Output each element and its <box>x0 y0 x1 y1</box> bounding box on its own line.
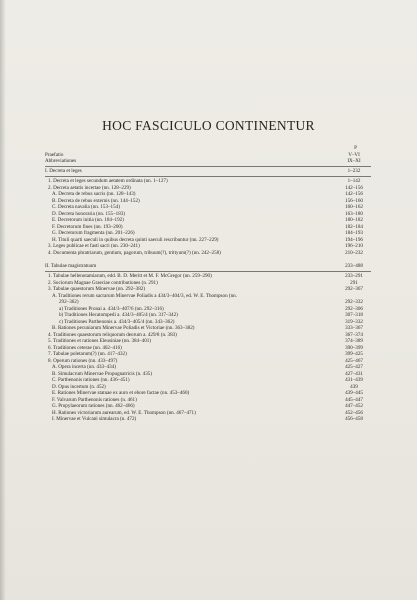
toc-entry-label: I. Decreta et leges <box>45 168 82 174</box>
toc-entry-label: 2. Sociorum Magnae Graeciae contributiones (n. 291) <box>48 279 158 286</box>
toc-entry-page: 196–210 <box>345 243 363 249</box>
toc-entry-page: 142–156 <box>345 184 363 191</box>
toc-entry-page: 292–367 <box>345 286 363 292</box>
toc-entry-page: 445–447 <box>345 396 363 403</box>
toc-entry-label: H. Rationes victoriarum aurearum, ed. W. E. Thompson (nn. 467–471) <box>52 409 196 416</box>
toc-entry <box>45 416 371 423</box>
toc-entry-page: 390–399 <box>345 344 363 351</box>
toc-entry <box>45 158 371 165</box>
toc-entry-label: C. Parthenonis rationes (nn. 436–451) <box>52 377 130 383</box>
toc-entry-label: H. Tituli quarti saeculi in quibus decreta quinti saeculi rescribuntur (nn. 227–229) <box>52 236 219 243</box>
toc-entry-label: A. Opera incerta (nn. 433–434) <box>52 364 116 370</box>
toc-entry-page: 210–232 <box>345 249 363 256</box>
toc-entry-page: 182–184 <box>345 223 363 230</box>
toc-entry-label: Praefatio <box>45 151 64 158</box>
toc-entry <box>45 168 371 175</box>
page-column-header-label: P <box>354 145 357 151</box>
toc-entry-label: B. Simulacrum Minervae Propugnatricis (n. 435) <box>52 370 153 377</box>
toc-entry-page: 367–374 <box>345 331 363 338</box>
toc-entry-label: A. Decreta de rebus sacris (nn. 128–143) <box>52 191 136 197</box>
toc-entry-page: 156–160 <box>345 197 363 204</box>
toc-entry-page: 180–182 <box>345 217 363 223</box>
toc-entry-page: 452–456 <box>345 409 363 416</box>
toc-entry-page: 163–180 <box>345 210 363 217</box>
toc-entry-label: B. Decreta de rebus externis (nn. 144–152) <box>52 197 140 204</box>
toc-entry-page: 399–425 <box>345 351 363 357</box>
toc-entry-label: b) Traditiones Hecatompedi a. 434/3–405/4 (nn. 317–342) <box>59 312 178 318</box>
toc-entry-label: 1. Decreta et leges secundum aetatem ordinata (nn. 1–127) <box>48 178 168 184</box>
toc-entry-label: E. Decretorum initia (nn. 184–192) <box>52 217 124 223</box>
toc-entry-label: I. Minervae et Vulcani simulacra (n. 472) <box>52 416 137 422</box>
section-rule <box>45 166 371 167</box>
toc-entry-label: E. Rationes Minervae statuae ex auro et ebore factae (nn. 453–460) <box>52 390 190 396</box>
page-title: HOC FASCICULO CONTINENTUR <box>102 118 315 133</box>
toc-entry-page: 1–232 <box>347 168 361 174</box>
toc-entry-label: 4. Documenta phratriarum, gentium, pagorum, tribuum(?), trittyum(?) (nn. 242–258) <box>48 249 221 256</box>
toc-entry-page: 291 <box>350 279 358 286</box>
toc-entry-label: D. Opus incertum (n. 452) <box>52 383 106 390</box>
toc-entry-label: Abbreviationes <box>45 158 77 164</box>
toc-entry-page: 194–196 <box>345 236 363 243</box>
toc-entry-page: 425–467 <box>345 357 363 364</box>
toc-entry-page: 1–142 <box>347 178 361 184</box>
toc-entry-label: 5. Traditiones et rationes Eleusiniae (nn. 384–401) <box>48 338 151 344</box>
toc-entry-label: II. Tabulae magistratuum <box>45 263 97 269</box>
table-of-contents <box>45 145 371 423</box>
toc-entry-page: 439 <box>350 383 358 390</box>
toc-entry-page: 160–162 <box>345 204 363 210</box>
page-fold-shadow <box>0 0 6 600</box>
toc-entry-page: 447–452 <box>345 403 363 409</box>
section-rule <box>45 271 371 272</box>
toc-entry-label: c) Traditiones Parthenonis a. 434/3–405/4 (nn. 343–362) <box>59 318 175 325</box>
toc-entry-page: 333–367 <box>345 325 363 331</box>
toc-entry-label: 7. Tabulae poletarum(?) (nn. 417–432) <box>48 351 127 357</box>
toc-entry-label: 3. Tabulae quaestorum Minervae (nn. 292–382) <box>48 286 146 292</box>
toc-entry-page: 292–332 <box>345 299 363 305</box>
toc-entry-page: 319–332 <box>345 318 363 325</box>
toc-entry-label: F. Decretorum fines (nn. 193–200) <box>52 223 123 230</box>
toc-entry-page: 439–445 <box>345 390 363 396</box>
toc-entry-page: 431–439 <box>345 377 363 383</box>
section-gap <box>45 256 371 263</box>
toc-entry-label: B. Rationes pecuniarum Minervae Poliadis et Victoriae (nn. 363–382) <box>52 325 195 331</box>
toc-entry-label: a) Traditiones Pronai a. 434/3–407/6 (nn. 292–316) <box>59 305 164 312</box>
toc-entry <box>45 263 371 270</box>
toc-entry-label: D. Decreta honoraria (nn. 155–183) <box>52 210 125 217</box>
toc-entry-label: C. Decreta navalia (nn. 153–154) <box>52 204 120 210</box>
toc-entry-page: 233–488 <box>345 263 363 269</box>
toc-entry-page: 142–156 <box>345 191 363 197</box>
toc-entry-page: 307–318 <box>345 312 363 318</box>
toc-entry-label: G. Decretorum fragmenta (nn. 201–226) <box>52 230 135 236</box>
toc-entry-label: 1. Tabulae hellenotamiarum, edd. B. D. Meritt et M. F. McGregor (nn. 259–290) <box>48 273 212 279</box>
toc-entry-page: 427–431 <box>345 370 363 377</box>
toc-entry-page: 425–427 <box>345 364 363 370</box>
section-rule <box>45 176 371 177</box>
toc-entry-label: 8. Operum rationes (nn. 433–497) <box>48 357 118 364</box>
toc-entry-page: 184–193 <box>345 230 363 236</box>
toc-entry-label: 3. Leges publicae et fasti sacri (nn. 230–241) <box>48 243 140 249</box>
toc-entry-page: 233–291 <box>345 273 363 279</box>
toc-entry <box>45 250 371 257</box>
toc-entry-page: V–VI <box>348 151 360 158</box>
toc-entry-page: 374–389 <box>345 338 363 344</box>
toc-entry-label: F. Valvarum Parthenonis rationes (n. 461) <box>52 396 137 403</box>
toc-entry-label: 4. Traditiones quaestorum reliquorum deorum a. 429/8 (n. 383) <box>48 331 177 338</box>
toc-entry-label: A. Traditiones rerum sacrarum Minervae Poliadis a 434/3–404/3, ed. W. E. Thompson (nn. <box>52 292 237 299</box>
toc-entry-page: IX–XI <box>347 158 361 164</box>
toc-entry-label: 2. Decreta aetatis incertae (nn. 128–229) <box>48 184 131 191</box>
toc-entry-page: 292–306 <box>345 305 363 312</box>
toc-entry-label: 6. Traditiones ceterae (nn. 402–416) <box>48 344 122 351</box>
toc-entry-page: 456–458 <box>345 416 363 422</box>
toc-entry-label: 292–362) <box>59 299 79 305</box>
toc-entry-label: G. Propylaeorum rationes (nn. 462–466) <box>52 403 135 409</box>
